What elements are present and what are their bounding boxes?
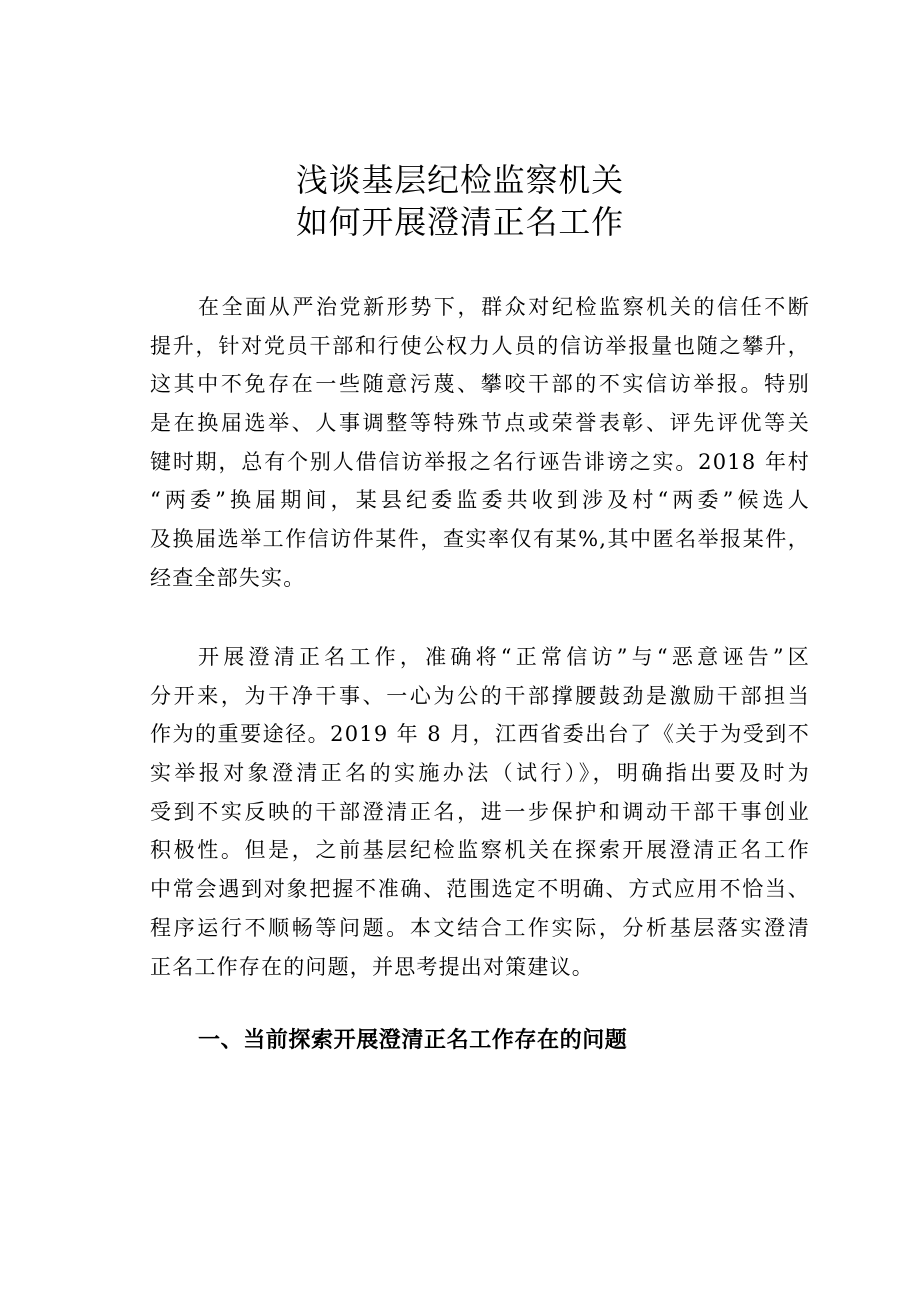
paragraph-line: 中常会遇到对象把握不准确、范围选定不明确、方式应用不恰当、 xyxy=(150,877,810,902)
paragraph-line: 键时期，总有个别人借信访举报之名行诬告诽谤之实。2018 年村 xyxy=(150,449,810,474)
paragraph-line: 这其中不免存在一些随意污蔑、攀咬干部的不实信访举报。特别 xyxy=(150,372,810,397)
paragraph-line: 程序运行不顺畅等问题。本文结合工作实际，分析基层落实澄清 xyxy=(150,915,810,940)
paragraph-1 xyxy=(150,288,810,598)
paragraph-line: 积极性。但是，之前基层纪检监察机关在探索开展澄清正名工作 xyxy=(150,838,810,863)
paragraph-line: 经查全部失实。 xyxy=(150,565,306,590)
paragraph-line: 开展澄清正名工作，准确将“正常信访”与“恶意诬告”区 xyxy=(198,645,810,669)
paragraph-line: 受到不实反映的干部澄清正名，进一步保护和调动干部干事创业 xyxy=(150,799,810,824)
paragraph-line: 正名工作存在的问题，并思考提出对策建议。 xyxy=(150,954,594,979)
paragraph-line: 是在换届选举、人事调整等特殊节点或荣誉表彰、评先评优等关 xyxy=(150,411,810,436)
paragraph-line: 及换届选举工作信访件某件，查实率仅有某%,其中匿名举报某件， xyxy=(150,527,810,552)
paragraph-line: 提升，针对党员干部和行使公权力人员的信访举报量也随之攀升， xyxy=(150,333,810,358)
paragraph-line: 实举报对象澄清正名的实施办法（试行）》，明确指出要及时为 xyxy=(150,761,810,786)
section-heading: 一、当前探索开展澄清正名工作存在的问题 xyxy=(198,1028,628,1053)
paragraph-2 xyxy=(150,638,810,986)
paragraph-line: “两委”换届期间，某县纪委监委共收到涉及村“两委”候选人 xyxy=(150,488,810,513)
document-title-line-1: 浅谈基层纪检监察机关 xyxy=(295,161,625,199)
paragraph-line: 在全面从严治党新形势下，群众对纪检监察机关的信任不断 xyxy=(198,295,810,319)
document-title-line-2: 如何开展澄清正名工作 xyxy=(295,203,625,241)
paragraph-line: 分开来，为干净干事、一心为公的干部撑腰鼓劲是激励干部担当 xyxy=(150,683,810,708)
paragraph-line: 作为的重要途径。2019 年 8 月，江西省委出台了《关于为受到不 xyxy=(150,722,810,747)
